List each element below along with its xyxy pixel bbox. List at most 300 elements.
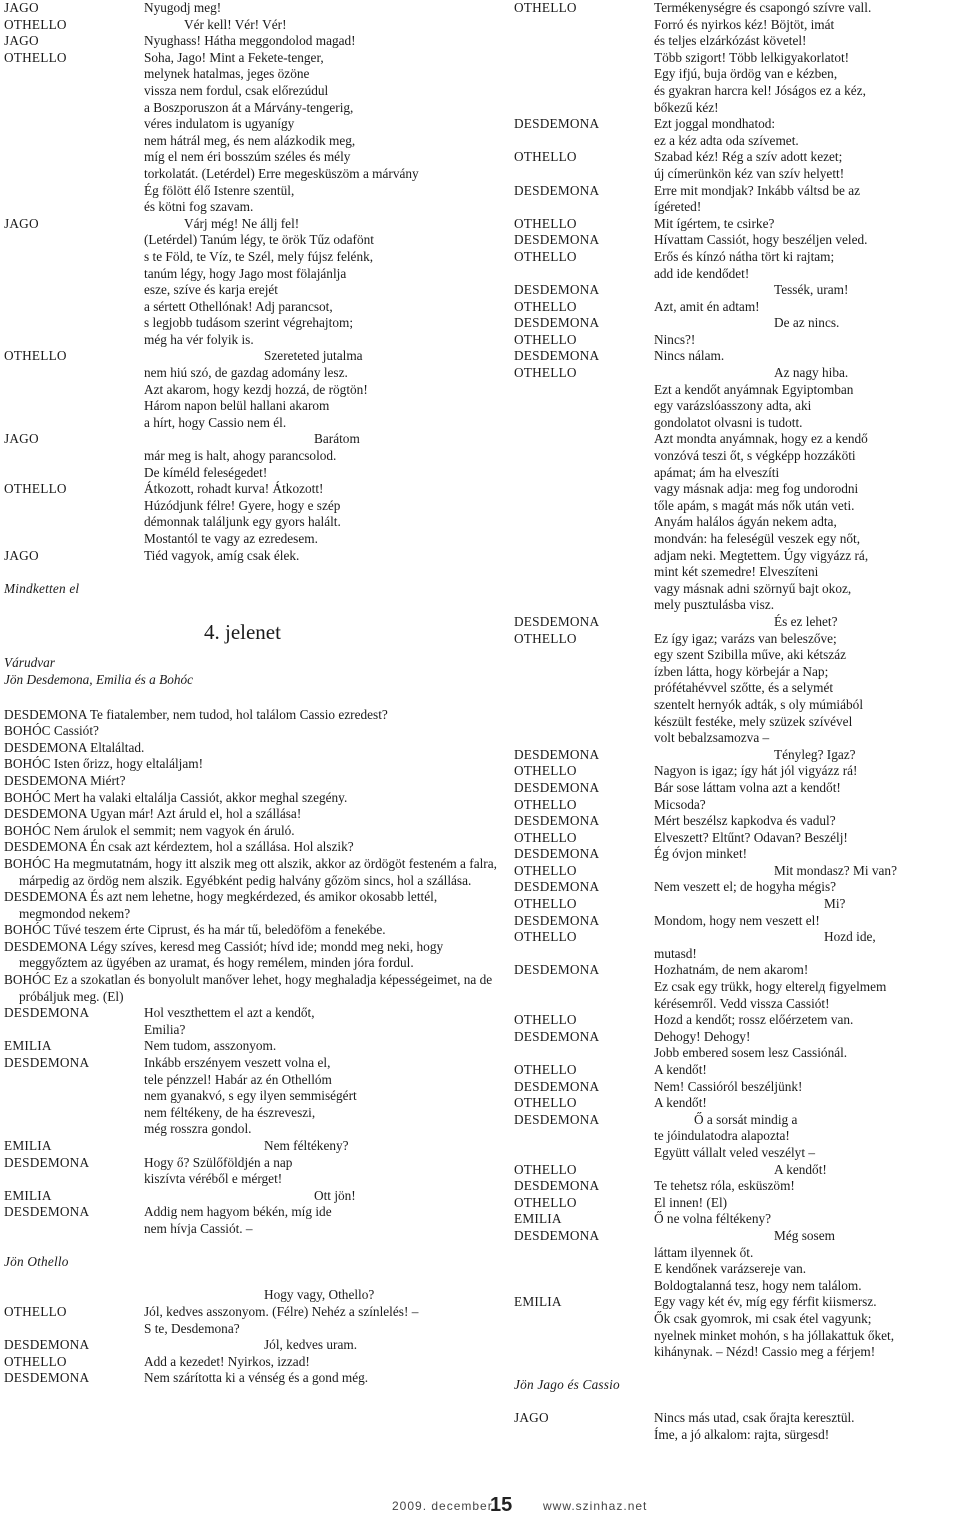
- speaker-name: OTHELLO: [514, 365, 577, 381]
- dialogue-text: nem hívja Cassiót. –: [144, 1220, 253, 1236]
- dialogue-text: Még sosem: [774, 1227, 835, 1243]
- dialogue-text: és kötni fog szavam.: [144, 199, 254, 215]
- dialogue-text: és teljes elzárkózást követel!: [654, 33, 807, 49]
- speaker-name: JAGO: [4, 215, 39, 231]
- script-line: [4, 1370, 500, 1387]
- dialogue-text: Átkozott, rohadt kurva! Átkozott!: [144, 481, 324, 497]
- script-line: [514, 514, 960, 531]
- stage-direction: Jön Othello: [4, 1254, 69, 1270]
- speaker-name: OTHELLO: [514, 896, 577, 912]
- script-line: [514, 116, 960, 133]
- script-line: [514, 415, 960, 432]
- dialogue-text: A kendőt!: [654, 1095, 707, 1111]
- script-line: [514, 929, 960, 946]
- dialogue-text: Nyughass! Hátha meggondolod magad!: [144, 33, 356, 49]
- script-line: [4, 1005, 500, 1022]
- dialogue-text: Ezt a kendőt anyámnak Egyiptomban: [654, 381, 854, 397]
- dialogue-text: El innen! (El): [654, 1194, 728, 1210]
- dialogue-text: Tényleg? Igaz?: [774, 746, 856, 762]
- speaker-name: DESDEMONA: [514, 846, 600, 862]
- scene-location: Várudvar: [4, 655, 55, 671]
- script-line: [514, 730, 960, 747]
- script-line: [4, 1287, 500, 1304]
- dialogue-text: nem féltékeny, de ha észreveszi,: [144, 1104, 316, 1120]
- page-footer: [0, 1494, 960, 1518]
- footer-url: www.szinhaz.net: [543, 1499, 648, 1513]
- dialogue-text: Elveszett? Eltűnt? Odavan? Beszélj!: [654, 829, 848, 845]
- script-line: [4, 66, 500, 83]
- speaker-name: DESDEMONA: [514, 116, 600, 132]
- dialogue-text: Ég óvjon minket!: [654, 846, 748, 862]
- speaker-name: JAGO: [514, 1410, 549, 1426]
- script-line: [514, 1029, 960, 1046]
- speaker-name: OTHELLO: [514, 0, 577, 15]
- script-line: [514, 664, 960, 681]
- dialogue-text: Boldogtalanná tesz, hogy nem találom.: [654, 1277, 862, 1293]
- script-line: [514, 1178, 960, 1195]
- dialogue-text: Mért beszélsz kapkodva és vadul?: [654, 813, 836, 829]
- dialogue-text: Hogy ő? Szülőföldjén a nap: [144, 1154, 293, 1170]
- dialogue-text: Jól, kedves uram.: [264, 1337, 358, 1353]
- script-line: [4, 431, 500, 448]
- speaker-name: DESDEMONA: [514, 779, 600, 795]
- script-line: [4, 116, 500, 133]
- script-line: [514, 962, 960, 979]
- footer-date: 2009. december: [392, 1499, 493, 1513]
- script-line: [4, 0, 500, 17]
- script-line: [4, 266, 500, 283]
- script-line: [514, 1361, 960, 1378]
- dialogue-text: Szereteted jutalma: [264, 348, 363, 364]
- prose-line: BOHÓC Ez a szokatlan és bonyolult manőver lehet, hogy meghaladja képességeimet, na de próbáljuk meg. (El): [4, 972, 493, 1004]
- script-line: [514, 763, 960, 780]
- script-line: [514, 747, 960, 764]
- dialogue-text: ízben látta, hogy körbejár a Nap;: [654, 663, 829, 679]
- prose-line: BOHÓC Tűvé teszem érte Ciprust, és ha már tű, beledöföm a fenekébe.: [4, 922, 386, 938]
- speaker-name: DESDEMONA: [514, 348, 600, 364]
- dialogue-text: még rosszra gondol.: [144, 1121, 252, 1137]
- script-line: [514, 614, 960, 631]
- dialogue-text: vonzóvá teszi őt, s végképp hozzáköti: [654, 448, 856, 464]
- dialogue-text: Hogy vagy, Othello?: [264, 1287, 375, 1303]
- script-line: [514, 481, 960, 498]
- speaker-name: JAGO: [4, 33, 39, 49]
- script-line: [514, 1045, 960, 1062]
- speaker-name: OTHELLO: [514, 630, 577, 646]
- dialogue-text: nem hátrál meg, és nem alázkodik meg,: [144, 132, 356, 148]
- script-line: [514, 100, 960, 117]
- prose-line: DESDEMONA Légy szíves, keresd meg Cassiót; hívd ide; mondd meg neki, hogy meggyőztem az ügyében az uramat, és hogy remélem, minden jóra fordul.: [4, 938, 444, 971]
- script-line: [514, 282, 960, 299]
- dialogue-text: a sértett Othellónak! Adj parancsot,: [144, 298, 333, 314]
- speaker-name: OTHELLO: [4, 1303, 67, 1319]
- dialogue-text: Jobb embered sosem lesz Cassiónál.: [654, 1045, 848, 1061]
- dialogue-text: te jóindulatodra alapozta!: [654, 1128, 790, 1144]
- speaker-name: DESDEMONA: [4, 1154, 90, 1170]
- stage-direction: Jön Jago és Cassio: [514, 1377, 620, 1393]
- speaker-name: EMILIA: [514, 1294, 562, 1310]
- script-line: [4, 448, 500, 465]
- dialogue-text: prófétahévvel szőtte, és a selymét: [654, 680, 834, 696]
- speaker-name: JAGO: [4, 431, 39, 447]
- dialogue-text: Hozd ide,: [824, 929, 876, 945]
- dialogue-text: Azt akarom, hogy kezdj hozzá, de rögtön!: [144, 381, 368, 397]
- script-line: [514, 1245, 960, 1262]
- dialogue-text: A kendőt!: [654, 1062, 707, 1077]
- speaker-name: EMILIA: [4, 1038, 52, 1054]
- scene-heading: 4. jelenet: [204, 620, 281, 645]
- dialogue-text: a Boszporuszon át a Márvány-tengerig,: [144, 99, 354, 115]
- dialogue-text: (Letérdel) Tanúm légy, te örök Tűz odafönt: [144, 232, 374, 248]
- dialogue-text: Nagyon is igaz; így hát jól vigyázz rá!: [654, 763, 858, 779]
- dialogue-text: Íme, a jó alkalom: rajta, sürgesd!: [654, 1427, 830, 1443]
- dialogue-text: melynek hatalmas, jeges özöne: [144, 66, 310, 82]
- script-line: [514, 813, 960, 830]
- speaker-name: OTHELLO: [514, 796, 577, 812]
- dialogue-text: még ha vér folyik is.: [144, 331, 254, 347]
- script-line: [4, 1022, 500, 1039]
- stage-direction: Jön Desdemona, Emilia és a Bohóc: [4, 671, 194, 687]
- speaker-name: DESDEMONA: [4, 1370, 90, 1386]
- dialogue-text: Add a kezedet! Nyirkos, izzad!: [144, 1353, 310, 1369]
- speaker-name: DESDEMONA: [514, 912, 600, 928]
- speaker-name: DESDEMONA: [514, 1028, 600, 1044]
- dialogue-text: s te Föld, te Víz, te Szél, mely fújsz felénk,: [144, 248, 374, 264]
- dialogue-text: Nem szárította ki a vénség és a gond még.: [144, 1370, 369, 1386]
- script-line: [4, 382, 500, 399]
- script-line: [514, 979, 960, 996]
- script-line: [4, 232, 500, 249]
- script-line: [514, 1079, 960, 1096]
- dialogue-text: már meg is halt, ahogy parancsolod.: [144, 448, 337, 464]
- script-line: [4, 133, 500, 150]
- script-line: [4, 33, 500, 50]
- dialogue-text: És ez lehet?: [774, 613, 838, 629]
- speaker-name: OTHELLO: [514, 829, 577, 845]
- prose-line: BOHÓC Cassiót?: [4, 723, 99, 739]
- speaker-name: OTHELLO: [514, 862, 577, 878]
- dialogue-text: Termékenységre és csapongó szívre vall.: [654, 0, 872, 15]
- speaker-name: EMILIA: [514, 1211, 562, 1227]
- script-line: [514, 1195, 960, 1212]
- speaker-name: DESDEMONA: [514, 962, 600, 978]
- script-line: [514, 780, 960, 797]
- script-line: [514, 548, 960, 565]
- script-line: [514, 0, 960, 17]
- dialogue-text: s legjobb tudásom szerint végrehajtom;: [144, 315, 354, 331]
- script-line: [4, 100, 500, 117]
- script-line: [514, 1162, 960, 1179]
- script-line: [514, 680, 960, 697]
- dialogue-text: Nem féltékeny?: [264, 1138, 349, 1153]
- speaker-name: OTHELLO: [514, 1095, 577, 1111]
- script-line: [514, 1410, 960, 1427]
- script-line: [514, 1427, 960, 1444]
- script-line: [514, 498, 960, 515]
- dialogue-text: mondván: ha feleségül veszek egy nőt,: [654, 531, 861, 546]
- dialogue-text: Hozhatnám, de nem akarom!: [654, 962, 809, 978]
- script-line: [4, 1088, 500, 1105]
- dialogue-text: ez a kéz adta oda szívemet.: [654, 132, 799, 148]
- dialogue-text: Vér kell! Vér! Vér!: [184, 16, 287, 32]
- speaker-name: OTHELLO: [4, 16, 67, 32]
- script-line: [4, 1055, 500, 1072]
- script-line: [514, 1311, 960, 1328]
- script-line: [4, 199, 500, 216]
- script-line: [514, 66, 960, 83]
- script-line: [4, 1354, 500, 1371]
- prose-line: BOHÓC Nem árulok el semmit; nem vagyok én áruló.: [4, 822, 295, 838]
- script-line: [514, 216, 960, 233]
- script-line: [514, 830, 960, 847]
- dialogue-text: Jól, kedves asszonyom. (Félre) Nehéz a színlelés! –: [144, 1303, 419, 1319]
- dialogue-text: Ezt joggal mondhatod:: [654, 116, 776, 132]
- prose-line: DESDEMONA Te fiatalember, nem tudod, hol találom Cassio ezredest?: [4, 706, 388, 722]
- spacer: [4, 689, 500, 707]
- script-line: [4, 83, 500, 100]
- dialogue-text: add ide kendődet!: [654, 265, 750, 281]
- dialogue-text: Hol veszthettem el azt a kendőt,: [144, 1005, 315, 1021]
- script-line: [4, 564, 500, 581]
- script-line: [514, 697, 960, 714]
- dialogue-text: készült festéke, mely szüzek szívével: [654, 713, 853, 729]
- dialogue-text: kiszívta véréből e mérget!: [144, 1171, 283, 1187]
- script-line: [514, 1344, 960, 1361]
- dialogue-text: Ott jön!: [314, 1187, 356, 1203]
- script-line: [4, 1038, 500, 1055]
- script-line: [514, 1095, 960, 1112]
- script-line: [4, 1121, 500, 1138]
- script-line: [514, 266, 960, 283]
- script-line: [514, 382, 960, 399]
- speaker-name: OTHELLO: [514, 929, 577, 945]
- dialogue-text: Emilia?: [144, 1021, 186, 1037]
- script-line: [4, 1105, 500, 1122]
- dialogue-text: Mit ígértem, te csirke?: [654, 215, 775, 231]
- dialogue-text: mint két szemedre! Elveszíteni: [654, 564, 819, 580]
- dialogue-text: Addig nem hagyom békén, míg ide: [144, 1204, 332, 1220]
- dialogue-text: vagy másnak adja: meg fog undorodni: [654, 481, 859, 497]
- script-line: [514, 133, 960, 150]
- script-line: [4, 531, 500, 548]
- script-line: [514, 149, 960, 166]
- dialogue-text: esze, szíve és karja erejét: [144, 282, 278, 298]
- dialogue-text: tele pénzzel! Habár az én Othellóm: [144, 1071, 332, 1087]
- dialogue-text: Azt, amit én adtam!: [654, 298, 760, 314]
- dialogue-text: vissza nem fordul, csak előrezúdul: [144, 82, 329, 98]
- dialogue-text: Várj még! Ne állj fel!: [184, 215, 300, 231]
- dialogue-text: Nem! Cassióról beszéljünk!: [654, 1078, 803, 1094]
- dialogue-text: Bár sose láttam volna azt a kendőt!: [654, 779, 841, 795]
- dialogue-text: szentelt hernyók adták, s oly múmiából: [654, 696, 864, 712]
- script-line: [514, 1112, 960, 1129]
- script-line: [4, 1171, 500, 1188]
- script-line: [4, 1072, 500, 1089]
- speaker-name: DESDEMONA: [514, 315, 600, 331]
- dialogue-text: Mostantól te vagy az ezredesem.: [144, 531, 318, 546]
- script-line: [514, 1394, 960, 1411]
- prose-line: BOHÓC Ha megmutatnám, hogy itt alszik meg ott alszik, akkor az ördögöt festeném a falra, márpedig az ördög nem alszik. Egyébként pedig halvány gőzöm sincs, hol a szállása.: [4, 855, 497, 888]
- speaker-name: OTHELLO: [514, 1194, 577, 1210]
- script-line: [514, 647, 960, 664]
- script-line: [514, 348, 960, 365]
- script-line: [514, 332, 960, 349]
- speaker-name: DESDEMONA: [514, 1178, 600, 1194]
- script-line: [4, 481, 500, 498]
- dialogue-text: Barátom: [314, 431, 360, 447]
- prose-line: DESDEMONA És azt nem lehetne, hogy megkérdezed, és amikor okosabb lettél, megmondod nekem?: [4, 889, 438, 921]
- script-line: [4, 1238, 500, 1255]
- speaker-name: DESDEMONA: [4, 1204, 90, 1220]
- dialogue-text: Szabad kéz! Rég a szív adott kezet;: [654, 149, 843, 165]
- script-line: [4, 415, 500, 432]
- script-line: [514, 1211, 960, 1228]
- right-column: [514, 0, 960, 1444]
- dialogue-text: Ég fölött élő Istenre szentül,: [144, 182, 295, 198]
- script-line: [4, 50, 500, 67]
- dialogue-text: Nincs?!: [654, 331, 696, 347]
- speaker-name: DESDEMONA: [4, 1055, 90, 1071]
- script-line: [514, 1278, 960, 1295]
- script-line: [514, 299, 960, 316]
- dialogue-text: Egy ifjú, buja ördög van e kézben,: [654, 66, 838, 82]
- dialogue-text: A kendőt!: [774, 1161, 827, 1177]
- script-line: [4, 465, 500, 482]
- dialogue-text: nem hiú szó, de gazdag adomány lesz.: [144, 365, 348, 381]
- script-line: [514, 531, 960, 548]
- prose-line: DESDEMONA Ugyan már! Azt áruld el, hol a szállása!: [4, 806, 302, 822]
- dialogue-text: Inkább erszényem veszett volna el,: [144, 1055, 331, 1071]
- script-line: [514, 1012, 960, 1029]
- speaker-name: DESDEMONA: [514, 182, 600, 198]
- speaker-name: OTHELLO: [514, 1161, 577, 1177]
- script-line: [514, 1377, 960, 1394]
- script-line: [4, 581, 500, 598]
- speaker-name: DESDEMONA: [514, 1111, 600, 1127]
- dialogue-text: Te tehetsz róla, esküszöm!: [654, 1178, 795, 1194]
- dialogue-text: apámat; ám ha elveszíti: [654, 464, 780, 480]
- dialogue-text: a hírt, hogy Cassio nem él.: [144, 414, 287, 430]
- script-line: [4, 1155, 500, 1172]
- dialogue-text: Soha, Jago! Mint a Fekete-tenger,: [144, 49, 324, 65]
- script-line: [514, 50, 960, 67]
- script-line: [514, 1062, 960, 1079]
- dialogue-text: Anyám halálos ágyán nekem adta,: [654, 514, 837, 530]
- dialogue-text: Három napon belül hallani akarom: [144, 398, 330, 414]
- script-line: [4, 17, 500, 34]
- dialogue-text: tőle apám, s magát más nők után veti.: [654, 497, 855, 513]
- script-line: [514, 1228, 960, 1245]
- spacer: [4, 597, 500, 615]
- dialogue-text: Ő a sorsát mindig a: [694, 1111, 798, 1127]
- speaker-name: EMILIA: [4, 1138, 52, 1153]
- script-line: [514, 431, 960, 448]
- dialogue-text: Ő ne volna féltékeny?: [654, 1211, 772, 1227]
- script-line: [514, 33, 960, 50]
- script-line: [514, 17, 960, 34]
- script-line: [514, 797, 960, 814]
- script-line: [4, 149, 500, 166]
- speaker-name: DESDEMONA: [514, 746, 600, 762]
- script-line: [514, 83, 960, 100]
- speaker-name: OTHELLO: [514, 298, 577, 314]
- script-line: [514, 183, 960, 200]
- script-line: [4, 299, 500, 316]
- speaker-name: OTHELLO: [514, 331, 577, 347]
- script-line: [4, 1188, 500, 1205]
- script-line: [514, 1261, 960, 1278]
- dialogue-text: Nincs nálam.: [654, 348, 725, 364]
- dialogue-text: láttam ilyennek őt.: [654, 1244, 754, 1260]
- dialogue-text: tanúm légy, hogy Jago most fölajánlja: [144, 265, 347, 281]
- dialogue-text: ígéreted!: [654, 199, 702, 215]
- script-line: [4, 365, 500, 382]
- dialogue-text: Mi?: [824, 896, 846, 912]
- prose-line: BOHÓC Isten őrizz, hogy eltaláljam!: [4, 756, 204, 772]
- script-line: [514, 863, 960, 880]
- script-line: [514, 249, 960, 266]
- script-line: [4, 1271, 500, 1288]
- script-line: [514, 1128, 960, 1145]
- script-line: [514, 996, 960, 1013]
- dialogue-text: Együtt vállalt veled veszélyt –: [654, 1144, 815, 1160]
- dialogue-text: Ez csak egy trükk, hogy elterelд figyelmem: [654, 979, 887, 995]
- dialogue-text: és gyakran harcra kel! Jóságos ez a kéz,: [654, 82, 866, 98]
- script-line: [514, 1294, 960, 1311]
- script-line: [514, 581, 960, 598]
- speaker-name: OTHELLO: [514, 1062, 577, 1077]
- dialogue-text: míg el nem éri bosszúm széles és mély: [144, 149, 351, 165]
- speaker-name: OTHELLO: [4, 1353, 67, 1369]
- script-line: [4, 166, 500, 183]
- script-line: [4, 183, 500, 200]
- script-line: [4, 216, 500, 233]
- speaker-name: DESDEMONA: [4, 1005, 90, 1021]
- dialogue-text: Nem tudom, asszonyom.: [144, 1038, 277, 1054]
- script-line: [4, 315, 500, 332]
- dialogue-text: Mit mondasz? Mi van?: [774, 862, 897, 878]
- script-line: [514, 631, 960, 648]
- prose-line: DESDEMONA Miért?: [4, 772, 126, 788]
- script-line: [514, 365, 960, 382]
- script-line: [514, 315, 960, 332]
- script-line: [514, 564, 960, 581]
- speaker-name: DESDEMONA: [514, 1078, 600, 1094]
- dialogue-text: Nyugodj meg!: [144, 0, 222, 15]
- script-line: [4, 1304, 500, 1321]
- dialogue-text: démonnak találjunk egy gyors halált.: [144, 514, 341, 530]
- script-line: [4, 348, 500, 365]
- script-line: [4, 514, 500, 531]
- dialogue-text: Több szigort! Több lelkigyakorlatot!: [654, 49, 850, 65]
- speaker-name: DESDEMONA: [514, 613, 600, 629]
- dialogue-text: nyelnek minket mohón, s ha jóllakattuk őket,: [654, 1327, 895, 1343]
- script-line: [4, 1254, 500, 1271]
- dialogue-text: De kíméld feleségedet!: [144, 464, 268, 480]
- dialogue-text: volt bebalzsamozva –: [654, 730, 770, 746]
- script-line: [4, 282, 500, 299]
- dialogue-text: Nem veszett el; de hogyha mégis?: [654, 879, 837, 895]
- script-line: [4, 249, 500, 266]
- stage-direction: Mindketten el: [4, 580, 80, 596]
- dialogue-text: nem gyanakvó, s egy ilyen semmiségért: [144, 1088, 357, 1104]
- script-line: [4, 1221, 500, 1238]
- speaker-name: OTHELLO: [4, 49, 67, 65]
- speaker-name: DESDEMONA: [514, 879, 600, 895]
- speaker-name: OTHELLO: [514, 149, 577, 165]
- prose-line: DESDEMONA Én csak azt kérdeztem, hol a szállása. Hol alszik?: [4, 839, 354, 855]
- speaker-name: DESDEMONA: [514, 282, 600, 298]
